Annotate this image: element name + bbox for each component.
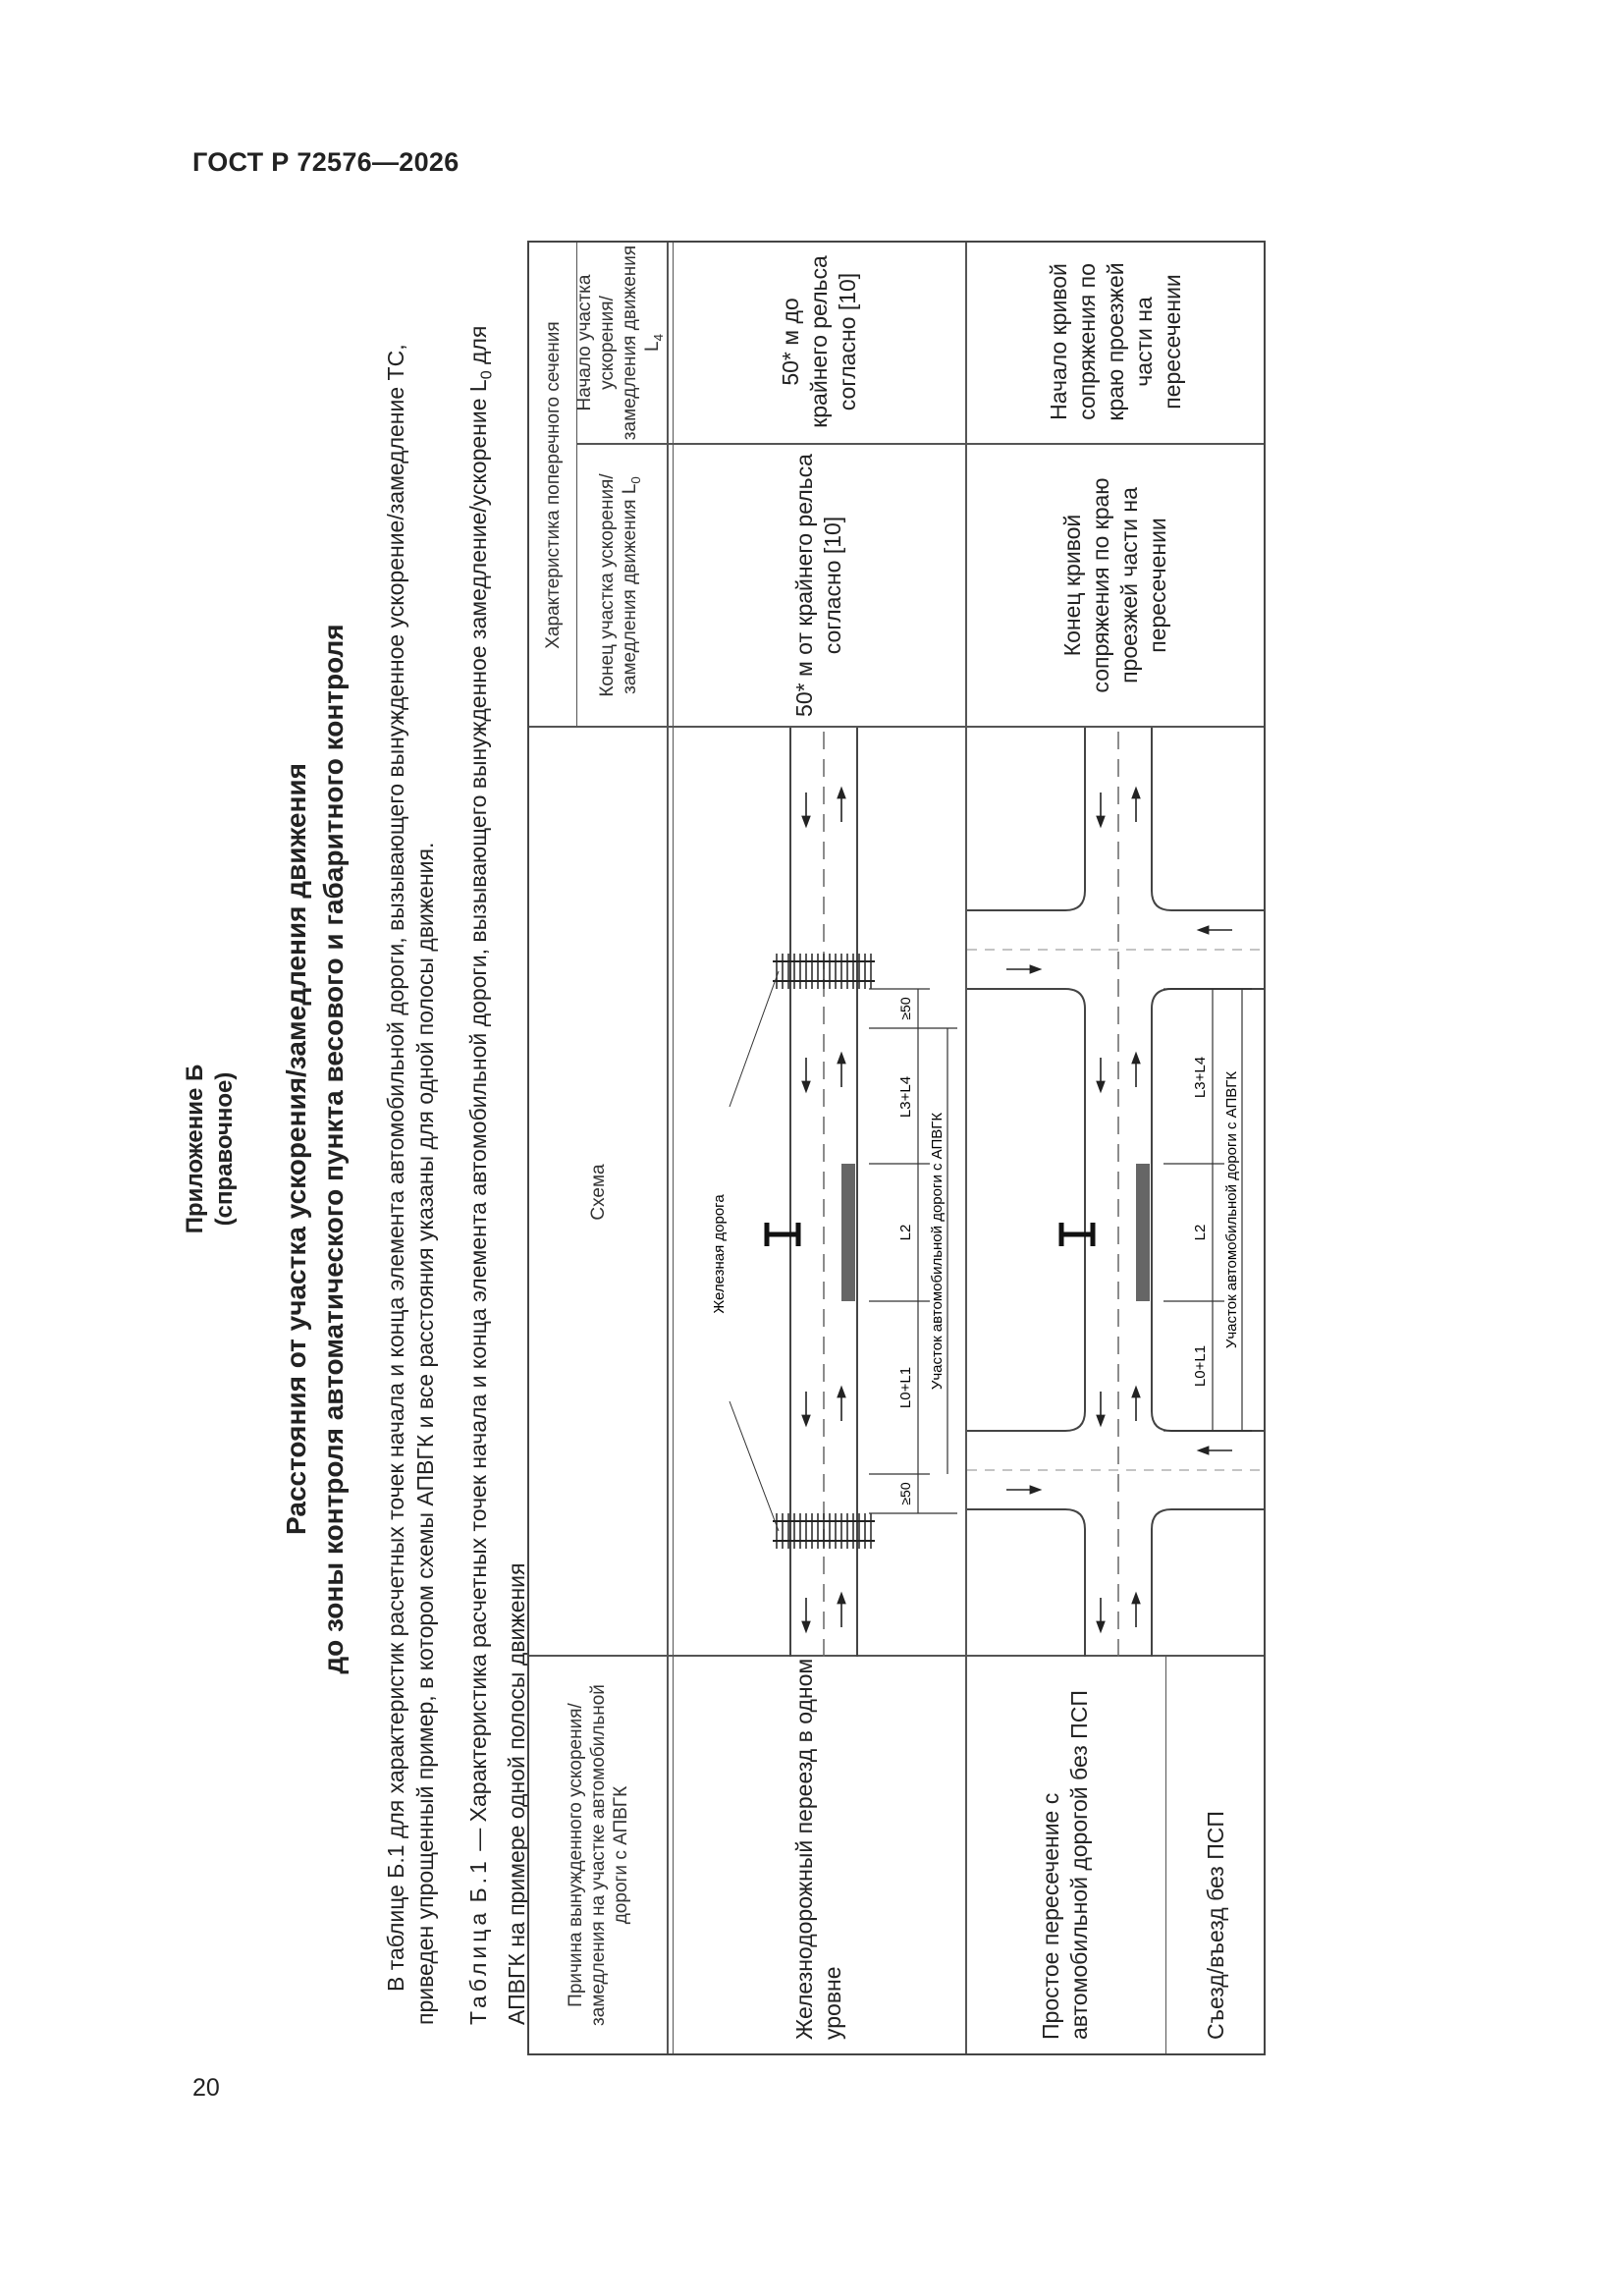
table-b1 bbox=[527, 241, 1266, 2055]
row1-end: 50* м от крайнего рельса согласно [10] bbox=[791, 454, 845, 717]
row2-end: Конец кривой сопряжения по краю проезжей части на пересечении bbox=[1059, 477, 1170, 693]
intro-paragraph: В таблице Б.1 для характеристик расчетных точек начала и конца элемента автомобильной дороги, вызывающего вынужденное ускорение/замедление ТС, приведен упрощенный пример, в котором схемы АПВГК и все расстояния указаны для одной полосы движения. bbox=[383, 344, 438, 2025]
header-start-l4 bbox=[576, 245, 667, 441]
caption-text: — Характеристика расчетных точек начала и конца элемента автомобильной дороги, вызывающего вынужденное замедление/ускорение L bbox=[465, 379, 491, 1851]
document-id: ГОСТ Р 72576—2026 bbox=[192, 147, 460, 177]
label-l3l4-2: L3+L4 bbox=[1192, 1056, 1209, 1099]
label-l2: L2 bbox=[897, 1224, 914, 1241]
label-l0l1: L0+L1 bbox=[897, 1366, 914, 1409]
caption-number: Б.1 bbox=[465, 1857, 491, 1903]
title-line-2: до зоны контроля автоматического пункта весового и габаритного контроля bbox=[318, 624, 349, 1674]
caption-label: Таблица bbox=[465, 1908, 491, 2025]
page-number: 20 bbox=[192, 2074, 220, 2102]
row2-cause: Простое пересечение с автомобильной дорогой без ПСП bbox=[1038, 1690, 1092, 2040]
label-ge50-right: ≥50 bbox=[897, 997, 913, 1020]
railway-track-left bbox=[773, 1513, 875, 1549]
header-end-l0-sub: 0 bbox=[627, 476, 643, 484]
row2-start: Начало кривой сопряжения по краю проезжей части на пересечении bbox=[1045, 262, 1185, 421]
label-l0l1-2: L0+L1 bbox=[1192, 1344, 1209, 1388]
label-l3l4: L3+L4 bbox=[897, 1075, 914, 1119]
label-ge50-left: ≥50 bbox=[897, 1482, 913, 1505]
section-title bbox=[278, 236, 352, 2062]
label-railway: Железная дорога bbox=[711, 1194, 728, 1314]
header-characteristic: Характеристика поперечного сечения bbox=[542, 321, 564, 649]
caption-sub: 0 bbox=[477, 370, 496, 380]
row1-start: 50* м до крайнего рельса согласно [10] bbox=[777, 255, 860, 428]
header-cause: Причина вынужденного ускорения/замедления на участке автомобильной дороги с АПВГК bbox=[565, 1684, 631, 2026]
caption-text-2: для АПВГК на примере одной полосы движения bbox=[465, 325, 529, 2025]
schema-railway-crossing bbox=[673, 728, 965, 1657]
title-line-1: Расстояния от участка ускорения/замедления движения bbox=[281, 763, 311, 1535]
row1-cause: Железнодорожный переезд в одном уровне bbox=[791, 1658, 845, 2040]
row3-cause: Съезд/въезд без ПСП bbox=[1202, 1811, 1228, 2040]
rotated-page-content bbox=[177, 236, 1306, 2062]
label-section-2: Участок автомобильной дороги с АПВГК bbox=[1223, 1070, 1240, 1349]
header-end-l0-text: Конец участка ускорения/замедления движения L bbox=[597, 473, 641, 697]
table-caption bbox=[463, 277, 531, 2025]
header-end-l0 bbox=[576, 449, 667, 722]
label-l2-2: L2 bbox=[1192, 1224, 1209, 1241]
header-start-l4-text: Начало участка ускорения/замедления движения L bbox=[574, 245, 664, 441]
appendix-heading bbox=[181, 236, 240, 2062]
railway-track-right bbox=[773, 954, 875, 989]
header-schema: Схема bbox=[587, 1164, 609, 1221]
appendix-label: Приложение Б bbox=[182, 1064, 208, 1234]
label-section: Участок автомобильной дороги с АПВГК bbox=[929, 1112, 946, 1391]
header-start-l4-sub: 4 bbox=[650, 334, 666, 342]
appendix-type: (справочное) bbox=[211, 1071, 238, 1227]
schema-intersection bbox=[967, 728, 1264, 1657]
